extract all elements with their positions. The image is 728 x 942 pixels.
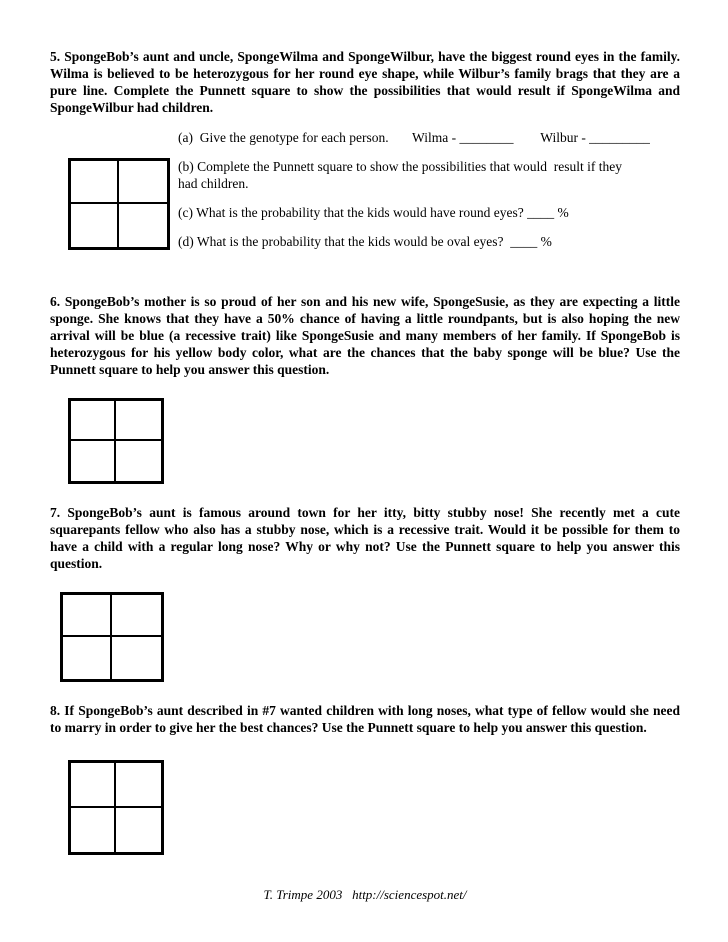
question-5-part-d: (d) What is the probability that the kids would be oval eyes? ____ % [178, 234, 552, 249]
punnett-cell [119, 161, 167, 204]
punnett-cell [71, 204, 119, 247]
punnett-cell [71, 401, 116, 441]
question-5-text: 5. SpongeBob’s aunt and uncle, SpongeWilma and SpongeWilbur, have the biggest round eyes in the family. Wilma is believed to be heterozygous for her round eye shape, while Wilbur’s family brags that they are a pure line. Complete the Punnett square to show the possibilities that would result if SpongeWilma and SpongeWilbur had children. [50, 49, 680, 115]
punnett-cell [71, 763, 116, 808]
question-8-text: 8. If SpongeBob’s aunt described in #7 wanted children with long noses, what type of fellow would she need to marry in order to give her the best chances? Use the Punnett square to help you answer this question. [50, 703, 680, 735]
punnett-square-q7 [60, 592, 164, 682]
punnett-cell [116, 401, 161, 441]
question-5-part-a: (a) Give the genotype for each person. Wilma - ________ Wilbur - _________ [178, 130, 650, 145]
punnett-square-q6 [68, 398, 164, 484]
punnett-cell [63, 637, 112, 679]
punnett-cell [71, 161, 119, 204]
question-5-part-c: (c) What is the probability that the kids would have round eyes? ____ % [178, 205, 569, 220]
punnett-cell [112, 595, 161, 637]
punnett-cell [71, 441, 116, 481]
punnett-cell [63, 595, 112, 637]
punnett-cell [116, 808, 161, 853]
question-5-row [50, 158, 680, 250]
question-7-text: 7. SpongeBob’s aunt is famous around town for her itty, bitty stubby nose! She recently met a cute squarepants fellow who also has a stubby nose, which is a recessive trait. Would it be possible for them to have a child with a regular long nose? Why or why not? Use the Punnett square to help you answer this question. [50, 505, 680, 571]
question-5-part-b: (b) Complete the Punnett square to show the possibilities that would result if they had children. [178, 159, 626, 191]
punnett-square-q8 [68, 760, 164, 855]
punnett-square-q5 [68, 158, 170, 250]
punnett-cell [116, 441, 161, 481]
question-6-text: 6. SpongeBob’s mother is so proud of her son and his new wife, SpongeSusie, as they are expecting a little sponge. She knows that they have a 50% chance of having a little roundpants, but is also hoping the new arrival will be blue (a recessive trait) like SpongeSusie and many members of her family. If SpongeBob is heterozygous for his yellow body color, what are the chances that the baby sponge will be blue? Use the Punnett square to help you answer this question. [50, 294, 680, 377]
punnett-cell [116, 763, 161, 808]
punnett-cell [71, 808, 116, 853]
footer-credit: T. Trimpe 2003 http://sciencespot.net/ [263, 887, 467, 902]
punnett-cell [119, 204, 167, 247]
question-5-subparts [178, 158, 638, 250]
punnett-cell [112, 637, 161, 679]
